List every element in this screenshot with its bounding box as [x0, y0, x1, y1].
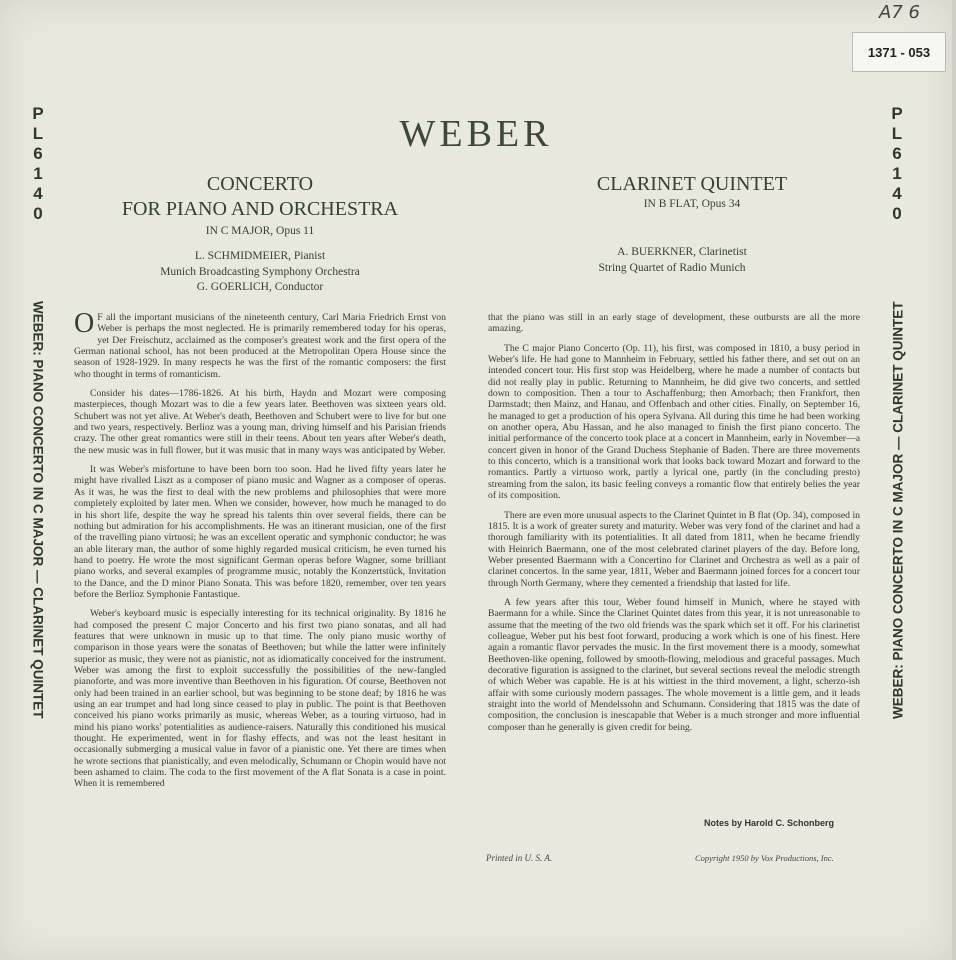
dropcap: O [74, 308, 95, 339]
notes-credit: Notes by Harold C. Schonberg [704, 818, 835, 828]
quintet-clarinetist: A. BUERKNER, Clarinetist [617, 246, 747, 258]
quintet-title: CLARINET QUINTET [596, 173, 788, 195]
notes-left-column [74, 308, 446, 798]
notes-right-column [488, 312, 860, 741]
concerto-orchestra: Munich Broadcasting Symphony Orchestra [160, 266, 360, 278]
concerto-conductor: G. GOERLICH, Conductor [196, 281, 324, 293]
catalog-number-right: P L 6 1 4 0 [891, 104, 903, 223]
spine-text-left: WEBER: PIANO CONCERTO IN C MAJOR — CLARINET QUINTET [30, 301, 46, 719]
catalog-number-left: P L 6 1 4 0 [32, 104, 44, 223]
notes-paragraph: Consider his dates—1786-1826. At his birth, Haydn and Mozart were composing masterpieces, though Mozart was to die a few years later. Beethoven was sixteen years old. Schubert was not yet alive. At Weber's death, Beethoven and Schubert were to live for but one and two years, respectively. Berlioz was a young man, driving himself and his Parisian friends crazy. The other great romantics were still in their teens. About ten years after Weber's death, the new music was in full flower, but it was music that in many ways was anticipated by Weber. [74, 388, 446, 456]
notes-paragraph: Weber's keyboard music is especially interesting for its technical originality. By 1816 he had composed the present C major Concerto and his first two piano sonatas, and all had features that were unknown in music up to that time. The only piano music worthy of comparison in those years were the sonatas of Beethoven; but while the latter were infinitely superior as music, they were not as pianistic, not as idiomatically conceived for the instrument. Weber was among the first to exploit successfully the possibilities of the new-fangled pianoforte, and was more inventive than Beethoven in his figuration. Of course, Beethoven not only had been trained in an earlier school, but was beginning to be stone deaf; by 1816 he was using an ear trumpet and had long since ceased to play in public. The point is that Beethoven conceived his piano works primarily as music, whereas Weber, as a touring virtuoso, had in mind his piano works' potentialities as audience-raisers. Naturally this conditioned his musical thought. He experimented, went in for flashy effects, and was not the least hesitant in occasionally submerging a musical value in favor of a pianistic one. Yet there are times when he wrote sections that pianistically, and even melodically, Schumann or Chopin would have not been ashamed to claim. The coda to the first movement of the A flat Sonata is a case in point. When it is remembered [74, 608, 446, 790]
notes-paragraph: that the piano was still in an early stage of development, these outbursts are all the more amazing. [488, 312, 860, 335]
quintet-quartet: String Quartet of Radio Munich [598, 262, 746, 274]
printed-in-label: Printed in U. S. A. [486, 853, 553, 863]
inventory-sticker: 1371 - 053 [852, 32, 946, 72]
notes-paragraph: A few years after this tour, Weber found himself in Munich, where he stayed with Baermann for a while. Since the Clarinet Quintet dates from this year, it is not unreasonable to assume that the meeting of the two old friends was the spark which set it off. For his clarinetist colleague, Weber put his best foot forward, producing a work which is one of his finest. Here again a romantic flavor pervades the music. In the first movement there is a moody, somewhat Beethoven-like opening, followed by smooth-flowing, melodious and graceful passages. Much decorative figuration is assigned to the clarinet, but several sections reveal the melodic strength of which Weber was capable. He is at his wittiest in the third movement, a light, scherzo-ish affair with some curiously modern passages. The whole movement is a little gem, and it leads straight into the world of Mendelssohn and Schumann. Considering that 1815 was the date of composition, the conclusion is inescapable that Weber is a much stronger and more influential composer than he generally is given credit for being. [488, 596, 860, 733]
concerto-title-line1: CONCERTO [206, 173, 314, 195]
concerto-title-line2: FOR PIANO AND ORCHESTRA [121, 198, 399, 220]
quintet-key: IN B FLAT, Opus 34 [643, 198, 741, 210]
spine-text-right: WEBER: PIANO CONCERTO IN C MAJOR — CLARINET QUINTET [890, 301, 906, 719]
notes-paragraph: The C major Piano Concerto (Op. 11), his first, was composed in 1810, a busy period in Weber's life. He had gone to Mannheim in February, settled his father there, and set out on an intended concert tour. His first stop was Heidelberg, where he made a number of contacts but did not really play in public. Returning to Mannheim, he did give two concerts, and settled down to composition. Then a tour to Aschaffenburg; then Amorbach; then Frankfort, then Darmstadt; then Mainz, and Hanau, and Offenbach and other cities. Finally, on September 16, he managed to get a production of his opera Sylvana. All during this time he had been working on another opera, Abu Hassan, and he also managed to finish the first piano concerto. The initial performance of the concerto took place at a concert in Mannheim, early in November—a concert given in honor of the Grand Duchess Stephanie of Baden. There are three movements to this concerto, which is a transitional work that looks back toward Mozart and forward to the romantics. Partly a virtuoso work, partly a lyrical one, partly (in the concluding presto) streaming from the salon, its basic feeling conveys a romantic flow that entirely belies the year of its composition. [488, 342, 860, 502]
concerto-pianist: L. SCHMIDMEIER, Pianist [194, 250, 326, 262]
composer-heading: WEBER [399, 113, 553, 155]
copyright-label: Copyright 1950 by Vox Productions, Inc. [695, 853, 834, 863]
notes-paragraph: F all the important musicians of the nineteenth century, Carl Maria Friedrich Ernst von Weber is perhaps the most neglected. He is primarily remembered today for his operas, yet Der Freischutz, acclaimed as the composer's greatest work and the first opera of the German national school, has not been produced at the Metropolitan Opera House since the season of 1928-1929. In many respects he was the first of the romantic composers: the first who thought in terms of romanticism. [74, 312, 446, 380]
notes-paragraph: There are even more unusual aspects to the Clarinet Quintet in B flat (Op. 34), composed in 1815. It is a work of greater surety and maturity. Weber was very fond of the clarinet and had a thorough familiarity with its potentialities. It all dated from 1811, when he became friendly with Heinrich Baermann, one of the most celebrated clarinet players of the day. Before long, Weber presented Baermann with a Concertino for Clarinet and Orchestra as well as a pair of clarinet concertos. In the same year, 1811, Weber and Baermann joined forces for a concert tour through North Germany, where they cemented a friendship that lasted for life. [488, 509, 860, 589]
handwritten-annotation: A7 6 [879, 2, 920, 23]
concerto-key: IN C MAJOR, Opus 11 [205, 225, 315, 237]
notes-paragraph: It was Weber's misfortune to have been born too soon. Had he lived fifty years later he might have rivalled Liszt as a composer of piano music and Wagner as a composer of operas. As it was, he was the first to deal with the new problems and philosophies that were more completely exploited by later men. When we consider, however, how much he managed to do in his short life, despite the way he spread his talents thin over several fields, there can be nothing but admiration for his accomplishments. He was an itinerant musician, one of the first of the travelling piano virtuosi; he was an excellent operatic and symphonic conductor; he was an able literary man, the author of some highly regarded musical criticism, he even turned his hand to poetry. He wrote the most significant German operas before Wagner, some brilliant piano works, and several examples of programme music, notably the Konzertstück, Invitation to the Dance, and the D minor Piano Sonata. This was before 1820, remember, over ten years before the Berlioz Symphonie Fantastique. [74, 464, 446, 600]
